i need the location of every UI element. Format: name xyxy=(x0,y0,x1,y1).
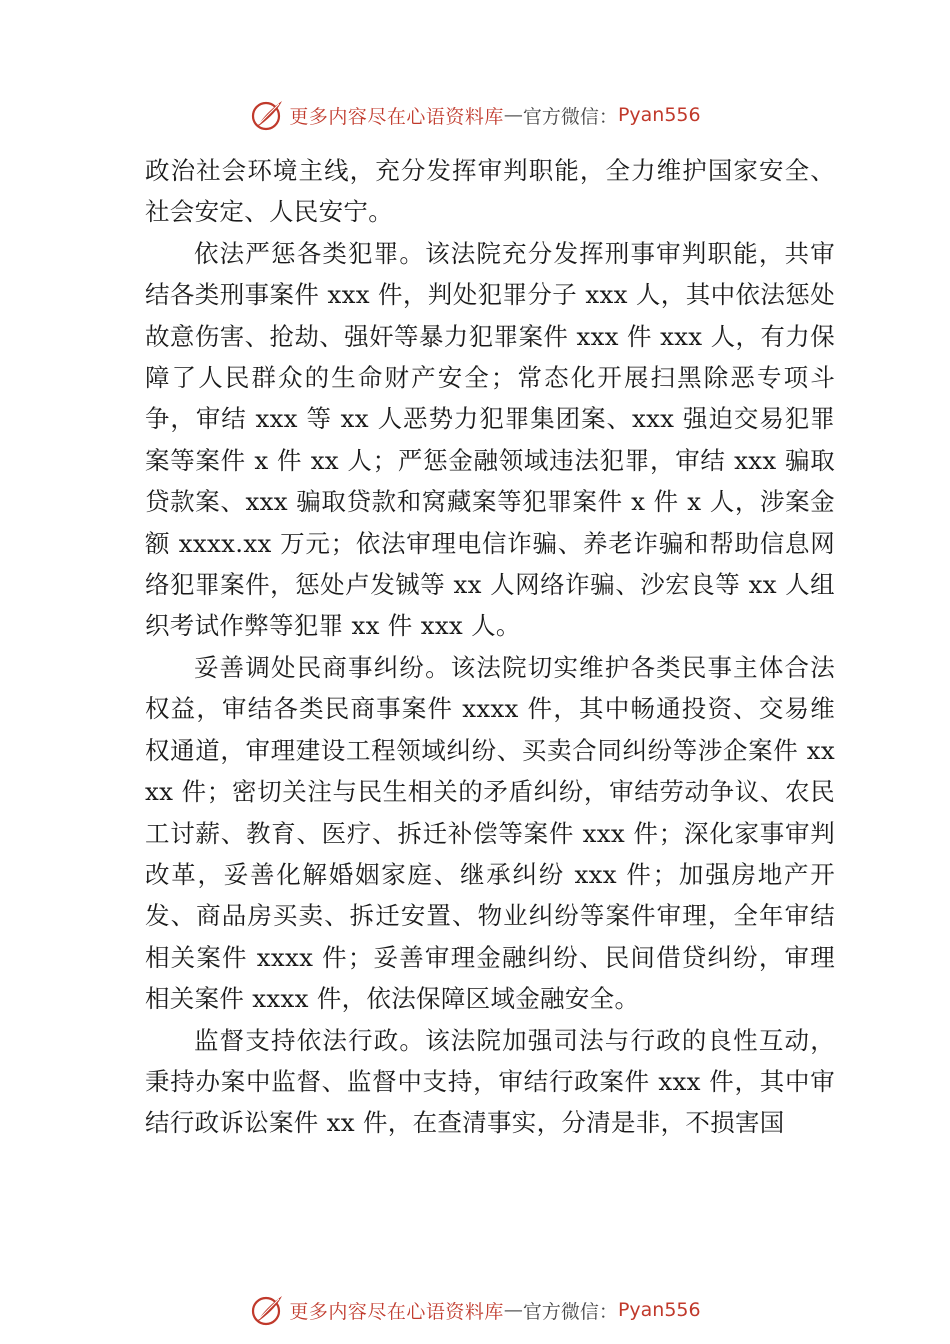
paragraph-criminal-trials: 依法严惩各类犯罪。该法院充分发挥刑事审判职能，共审结各类刑事案件 xxx 件，判处犯罪分子 xxx 人，其中依法惩处故意伤害、抢劫、强奸等暴力犯罪案件 xxx 件 xxx 人，有力保障了人民群众的生命财产安全；常态化开展扫黑除恶专项斗争，审结 xxx 等 xx 人恶势力犯罪集团案、xxx 强迫交易犯罪案等案件 x 件 xx 人；严惩金融领域违法犯罪，审结 xxx 骗取贷款案、xxx 骗取贷款和窝藏案等犯罪案件 x 件 x 人，涉案金额 xxxx.xx 万元；依法审理电信诈骗、养老诈骗和帮助信息网络犯罪案件，惩处卢发铖等 xx 人网络诈骗、沙宏良等 xx 人组织考试作弊等犯罪 xx 件 xxx 人。 xyxy=(145,238,835,641)
document-body xyxy=(145,150,835,1144)
banner-separator: — xyxy=(503,1299,523,1321)
feather-pen-logo-icon xyxy=(249,97,285,133)
footer-banner xyxy=(0,1290,950,1330)
banner-wechat-id: Pyan556 xyxy=(617,1299,701,1321)
banner-wechat-label: 官方微信： xyxy=(522,105,618,128)
header-banner xyxy=(0,95,950,135)
banner-brand-text: 更多内容尽在心语资料库 xyxy=(289,105,504,128)
banner-wechat-id: Pyan556 xyxy=(617,104,701,126)
feather-pen-logo-icon xyxy=(249,1292,285,1328)
banner-separator: — xyxy=(503,104,523,126)
banner-wechat-label: 官方微信： xyxy=(522,1300,618,1323)
paragraph-civil-commercial-disputes: 妥善调处民商事纠纷。该法院切实维护各类民事主体合法权益，审结各类民商事案件 xxxx 件，其中畅通投资、交易维权通道，审理建设工程领域纠纷、买卖合同纠纷等涉企案件 xxxx 件；密切关注与民生相关的矛盾纠纷，审结劳动争议、农民工讨薪、教育、医疗、拆迁补偿等案件 xxx 件；深化家事审判改革，妥善化解婚姻家庭、继承纠纷 xxx 件；加强房地产开发、商品房买卖、拆迁安置、物业纠纷等案件审理，全年审结相关案件 xxxx 件；妥善审理金融纠纷、民间借贷纠纷，审理相关案件 xxxx 件，依法保障区域金融安全。 xyxy=(145,652,835,1014)
paragraph-continuation: 政治社会环境主线，充分发挥审判职能，全力维护国家安全、社会安定、人民安宁。 xyxy=(145,156,835,227)
banner-brand-text: 更多内容尽在心语资料库 xyxy=(289,1300,504,1323)
paragraph-administrative-supervision: 监督支持依法行政。该法院加强司法与行政的良性互动，秉持办案中监督、监督中支持，审结行政案件 xxx 件，其中审结行政诉讼案件 xx 件，在查清事实，分清是非，不损害国 xyxy=(145,1025,835,1138)
